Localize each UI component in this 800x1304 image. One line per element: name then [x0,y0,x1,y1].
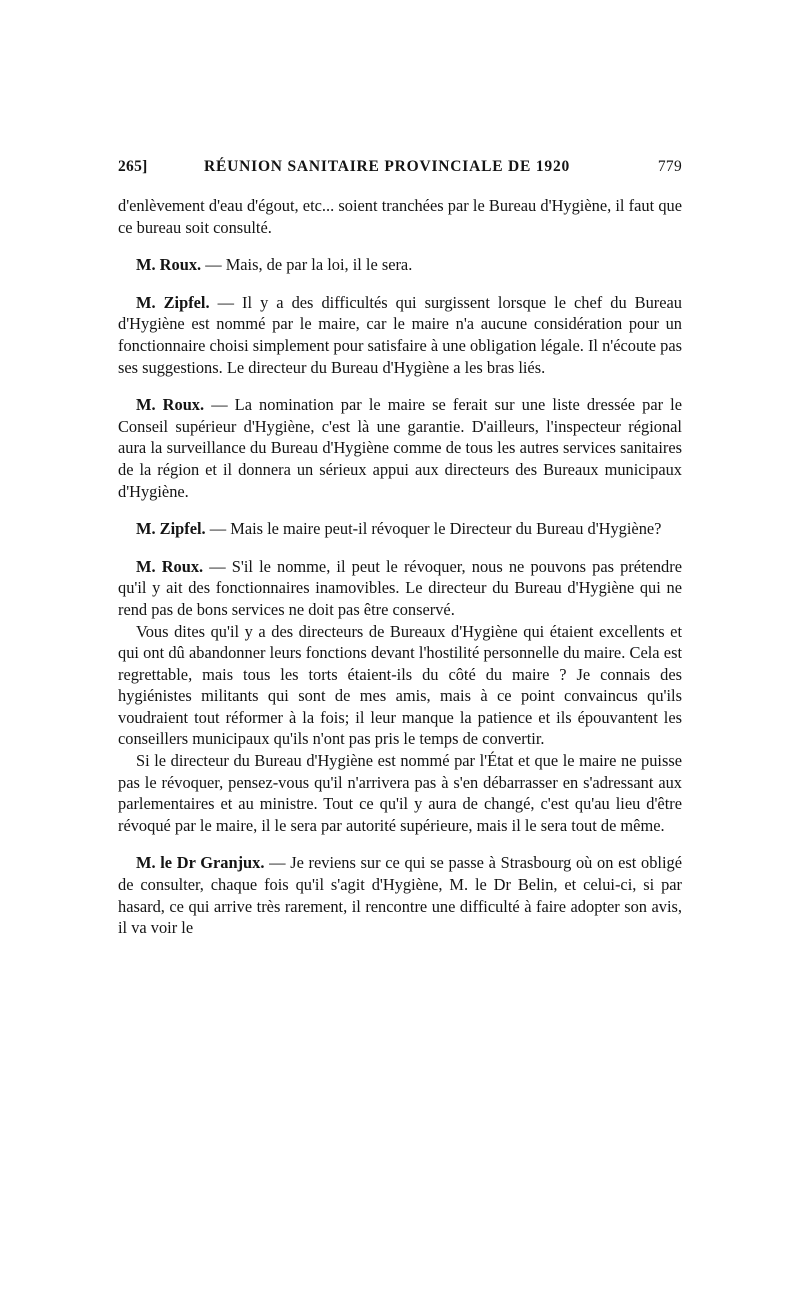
body-text [118,195,682,939]
paragraph [118,556,682,621]
paragraph [118,292,682,378]
paragraph-text: Si le directeur du Bureau d'Hygiène est nommé par l'État et que le maire ne puisse pas le révoquer, pensez-vous qu'il n'arrivera pas à s'en débarrasser en s'adressant aux parlementaires et au ministre. Tout ce qu'il y aura de changé, c'est qu'au lieu d'être révoqué par le maire, il le sera par autorité supérieure, mais il le sera tout de même. [118,751,682,835]
paragraph [118,254,682,276]
paragraph-text: — Il y a des difficultés qui surgissent lorsque le chef du Bureau d'Hygiène est nommé par le maire, car le maire n'a aucune considération pour un fonctionnaire choisi simplement pour satisfaire à une obligation légale. Il n'écoute pas ses suggestions. Le directeur du Bureau d'Hygiène a les bras liés. [118,292,682,377]
running-header [118,158,682,182]
paragraph-text: — La nomination par le maire se ferait sur une liste dressée par le Conseil supérieur d'Hygiène, c'est là une garantie. D'ailleurs, l'inspecteur régional aura la surveillance du Bureau d'Hygiène comme de tous les autres services sanitaires de la région et il donnera un sérieux appui aux directeurs des Bureaux municipaux d'Hygiène. [118,395,683,501]
paragraph [118,621,682,751]
paragraph-text: — Mais le maire peut-il révoquer le Directeur du Bureau d'Hygiène? [205,519,662,539]
running-title: RÉUNION SANITAIRE PROVINCIALE DE 1920 [204,158,571,175]
page-number-right: 779 [657,158,682,175]
paragraph-text: — S'il le nomme, il peut le révoquer, nous ne pouvons pas prétendre qu'il y ait des fonctionnaires inamovibles. Le directeur du Bureau d'Hygiène qui ne rend pas de bons services ne doit pas être conservé. [118,556,682,619]
paragraph [118,852,682,938]
paragraph [118,518,682,540]
paragraph [118,394,682,502]
paragraph [118,750,682,836]
paragraph-text: d'enlèvement d'eau d'égout, etc... soient tranchées par le Bureau d'Hygiène, il faut que ce bureau soit consulté. [118,196,682,237]
speaker-name: M. Roux. [136,255,202,275]
speaker-name: M. Zipfel. [136,519,206,539]
paragraph-text: — Mais, de par la loi, il le sera. [201,255,413,275]
speaker-name: M. Zipfel. [136,292,210,312]
paragraph [118,195,682,238]
paragraph-text: Vous dites qu'il y a des directeurs de Bureaux d'Hygiène qui étaient excellents et qui ont dû abandonner leurs fonctions devant l'hostilité personnelle du maire. Cela est regrettable, mais tous les torts étaient-ils du côté du maire ? Je connais des hygiénistes militants qui sont de mes amis, mais à ce point convaincus qu'ils voudraient tout réformer à la fois; il leur manque la patience et ils épouvantent les conseillers municipaux qu'ils n'ont pas pris le temps de convertir. [118,621,682,749]
page-number-left: 265] [118,158,148,175]
speaker-name: M. Roux. [136,395,205,415]
speaker-name: M. le Dr Granjux. [136,853,265,873]
paragraph-text: — Je reviens sur ce qui se passe à Strasbourg où on est obligé de consulter, chaque fois qu'il s'agit d'Hygiène, M. le Dr Belin, et celui-ci, si par hasard, ce qui arrive très rarement, il rencontre une difficulté à faire adopter son avis, il va voir le [118,853,682,938]
speaker-name: M. Roux. [136,556,204,576]
